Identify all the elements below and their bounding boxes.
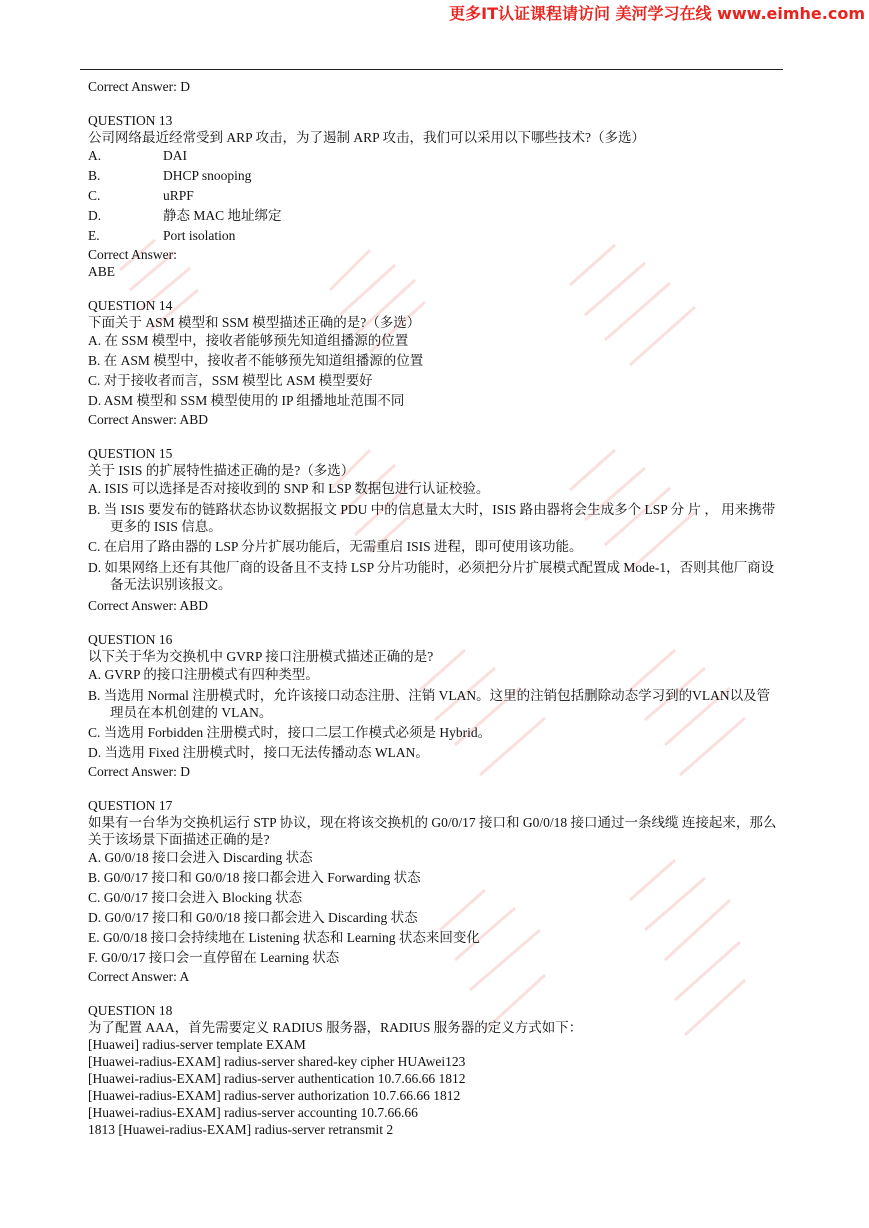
option-text: DAI	[163, 148, 187, 163]
question-text: 如果有一台华为交换机运行 STP 协议，现在将该交换机的 G0/0/17 接口和 G0/0/18 接口通过一条线缆 连接起来，那么关于该场景下面描述正确的是?	[88, 815, 777, 847]
option-item: C. G0/0/17 接口会进入 Blocking 状态	[88, 890, 303, 905]
answer-label: Correct Answer:	[88, 247, 177, 262]
option-item: A. 在 SSM 模型中，接收者能够预先知道组播源的位置	[88, 333, 409, 348]
option-row	[88, 166, 778, 186]
code-line: [Huawei-radius-EXAM] radius-server authentication 10.7.66.66 1812	[88, 1071, 466, 1086]
option-text: DHCP snooping	[163, 168, 252, 183]
question-text: 关于 ISIS 的扩展特性描述正确的是?（多选）	[88, 463, 355, 478]
question-15	[88, 445, 778, 614]
option-item: A. G0/0/18 接口会进入 Discarding 状态	[88, 850, 313, 865]
option-item: D. 如果网络上还有其他厂商的设备且不支持 LSP 分片功能时，必须把分片扩展模式配置成 Mode-1，否则其他厂商设备无法识别该报文。	[88, 560, 775, 592]
option-letter: A.	[88, 148, 102, 163]
question-title: QUESTION 16	[88, 632, 173, 647]
option-item: A. ISIS 可以选择是否对接收到的 SNP 和 LSP 数据包进行认证校验。	[88, 481, 490, 496]
config-code-block	[88, 1036, 778, 1138]
question-title: QUESTION 13	[88, 113, 173, 128]
correct-answer: Correct Answer: ABD	[88, 598, 208, 613]
previous-answer: Correct Answer: D	[88, 79, 190, 94]
question-text: 为了配置 AAA，首先需要定义 RADIUS 服务器，RADIUS 服务器的定义方式如下：	[88, 1020, 583, 1035]
option-item: B. 当 ISIS 要发布的链路状态协议数据报文 PDU 中的信息量太大时，ISIS 路由器将会生成多个 LSP 分 片 ， 用来携带更多的 ISIS 信息。	[88, 502, 776, 534]
option-letter: E.	[88, 228, 100, 243]
option-item: A. GVRP 的接口注册模式有四种类型。	[88, 667, 319, 682]
option-item: C. 对于接收者而言，SSM 模型比 ASM 模型要好	[88, 373, 373, 388]
option-letter: D.	[88, 208, 102, 223]
question-16	[88, 631, 778, 780]
option-row	[88, 186, 778, 206]
question-text: 公司网络最近经常受到 ARP 攻击，为了遏制 ARP 攻击，我们可以采用以下哪些技术?（多选）	[88, 130, 646, 145]
code-line: [Huawei-radius-EXAM] radius-server accounting 10.7.66.66	[88, 1105, 418, 1120]
correct-answer: Correct Answer: ABD	[88, 412, 208, 427]
option-item: B. 在 ASM 模型中，接收者不能够预先知道组播源的位置	[88, 353, 424, 368]
option-item: F. G0/0/17 接口会一直停留在 Learning 状态	[88, 950, 340, 965]
question-text: 下面关于 ASM 模型和 SSM 模型描述正确的是?（多选）	[88, 315, 421, 330]
option-item: D. ASM 模型和 SSM 模型使用的 IP 组播地址范围不同	[88, 393, 405, 408]
question-14	[88, 297, 778, 428]
option-item: B. G0/0/17 接口和 G0/0/18 接口都会进入 Forwarding 状态	[88, 870, 421, 885]
question-title: QUESTION 14	[88, 298, 173, 313]
option-item: C. 在启用了路由器的 LSP 分片扩展功能后，无需重启 ISIS 进程，即可使用该功能。	[88, 539, 583, 554]
option-item: C. 当选用 Forbidden 注册模式时，接口二层工作模式必须是 Hybrid。	[88, 725, 492, 740]
answer-value: ABE	[88, 264, 115, 279]
option-text: Port isolation	[163, 228, 236, 243]
option-letter: C.	[88, 188, 101, 203]
option-row	[88, 226, 778, 246]
option-item: B. 当选用 Normal 注册模式时，允许该接口动态注册、注销 VLAN。这里的注销包括删除动态学习到的VLAN以及管理员在本机创建的 VLAN。	[88, 688, 771, 720]
option-item: D. 当选用 Fixed 注册模式时，接口无法传播动态 WLAN。	[88, 745, 429, 760]
correct-answer: Correct Answer: A	[88, 969, 190, 984]
question-17	[88, 797, 778, 985]
option-text: uRPF	[163, 188, 194, 203]
code-line: [Huawei-radius-EXAM] radius-server authorization 10.7.66.66 1812	[88, 1088, 461, 1103]
question-title: QUESTION 17	[88, 798, 173, 813]
option-item: D. G0/0/17 接口和 G0/0/18 接口都会进入 Discarding 状态	[88, 910, 418, 925]
document-body	[88, 78, 778, 1138]
question-13	[88, 112, 778, 280]
header-divider	[80, 69, 783, 70]
question-18	[88, 1002, 778, 1138]
option-item: E. G0/0/18 接口会持续地在 Listening 状态和 Learning 状态来回变化	[88, 930, 480, 945]
code-line: [Huawei-radius-EXAM] radius-server shared-key cipher HUAwei123	[88, 1054, 466, 1069]
site-header-link[interactable]: 更多IT认证课程请访问 美河学习在线 www.eimhe.com	[449, 4, 865, 23]
correct-answer: Correct Answer: D	[88, 764, 190, 779]
option-row	[88, 146, 778, 166]
option-text: 静态 MAC 地址绑定	[163, 208, 282, 223]
option-row	[88, 206, 778, 226]
option-letter: B.	[88, 168, 101, 183]
question-text: 以下关于华为交换机中 GVRP 接口注册模式描述正确的是?	[88, 649, 434, 664]
code-line: [Huawei] radius-server template EXAM	[88, 1037, 306, 1052]
question-title: QUESTION 15	[88, 446, 173, 461]
code-line: 1813 [Huawei-radius-EXAM] radius-server retransmit 2	[88, 1122, 394, 1137]
question-title: QUESTION 18	[88, 1003, 173, 1018]
